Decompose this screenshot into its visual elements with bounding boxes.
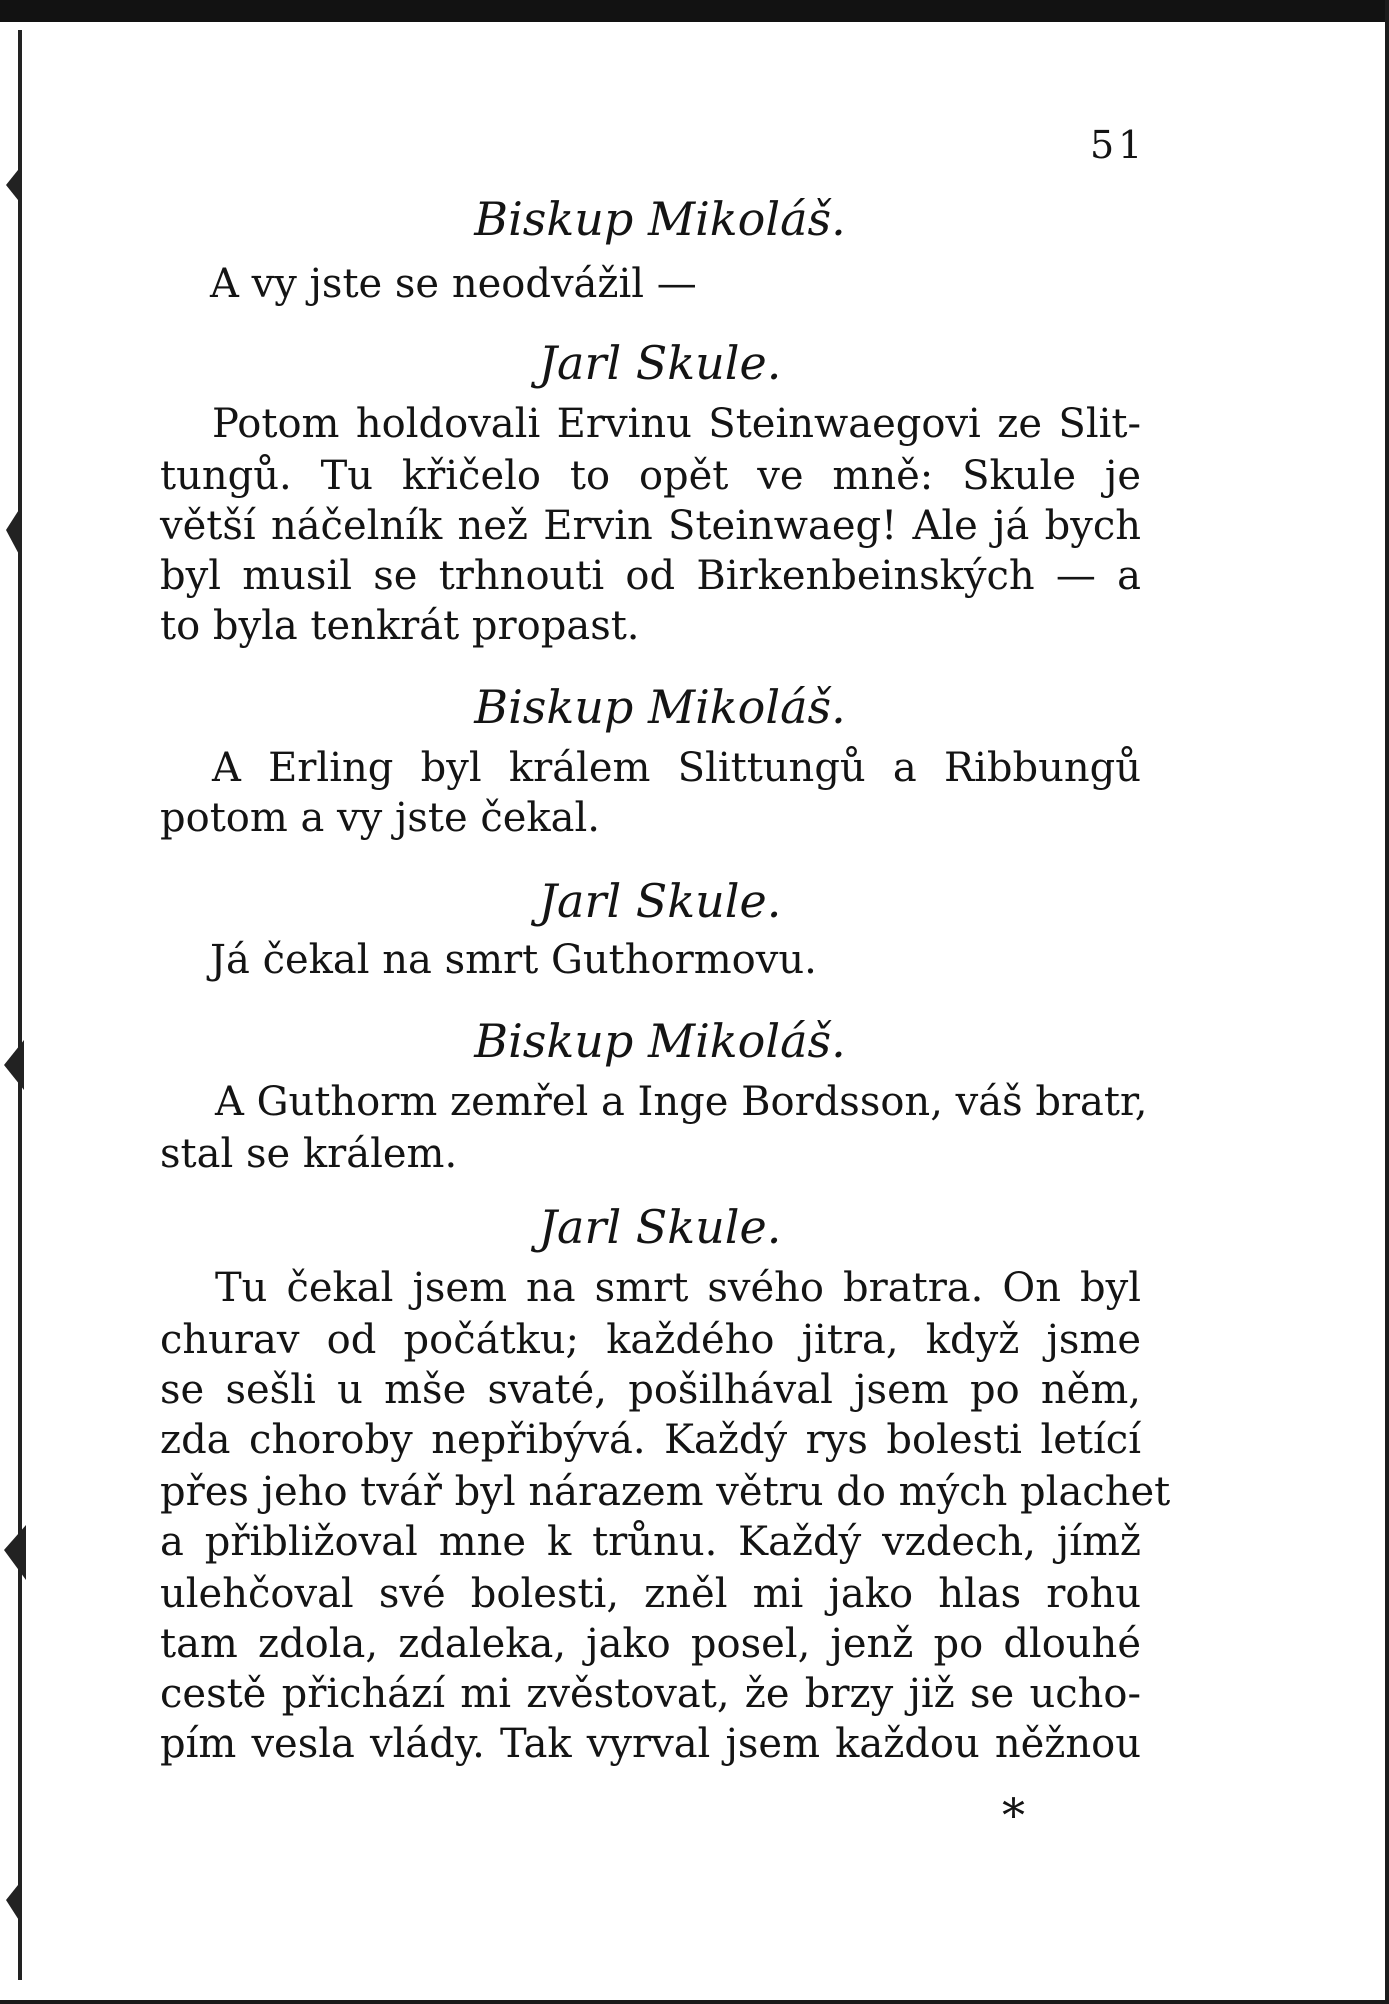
text-line: přes jeho tvář byl nárazem větru do mých plachet [160,1469,1171,1515]
speaker-heading: Biskup Mikoláš. [474,680,846,734]
text-line: A vy jste se neodvážil — [210,261,697,307]
text-line: pím vesla vlády. Tak vyrval jsem každou něžnou [160,1721,1141,1767]
text-line: cestě přichází mi zvěstovat, že brzy již se ucho- [160,1671,1141,1717]
page-number: 51 [1090,123,1147,167]
speaker-heading: Jarl Skule. [538,1200,782,1254]
speaker-heading: Biskup Mikoláš. [474,1014,846,1068]
text-line: churav od počátku; každého jitra, když jsme [160,1317,1141,1363]
speaker-heading: Jarl Skule. [538,874,782,928]
text-line: tungů. Tu křičelo to opět ve mně: Skule je [160,453,1141,499]
text-line: Tu čekal jsem na smrt svého bratra. On byl [215,1265,1141,1311]
scan-bottom-edge [0,2000,1389,2004]
text-line: tam zdola, zdaleka, jako posel, jenž po dlouhé [160,1621,1141,1667]
text-line: Já čekal na smrt Guthormovu. [210,937,817,983]
speaker-heading: Biskup Mikoláš. [474,192,846,246]
text-line: A Guthorm zemřel a Inge Bordsson, váš bratr, [215,1079,1148,1125]
text-line: byl musil se trhnouti od Birkenbeinských — a [160,553,1141,599]
scan-right-edge [1385,0,1389,2004]
binding-edge [0,0,30,2004]
text-line: ulehčoval své bolesti, zněl mi jako hlas rohu [160,1571,1141,1617]
catchword-asterisk: * [1002,1788,1025,1842]
text-line: větší náčelník než Ervin Steinwaeg! Ale já bych [160,503,1141,549]
text-line: se sešli u mše svaté, pošilhával jsem po něm, [160,1367,1141,1413]
text-line: potom a vy jste čekal. [160,795,601,841]
text-line: A Erling byl králem Slittungů a Ribbungů [212,745,1141,791]
text-line: a přibližoval mne k trůnu. Každý vzdech, jímž [160,1519,1141,1565]
speaker-heading: Jarl Skule. [538,336,782,390]
text-line: zda choroby nepřibývá. Každý rys bolesti letící [160,1417,1141,1463]
text-line: to byla tenkrát propast. [160,603,640,649]
scan-top-edge [0,0,1389,22]
text-line: Potom holdovali Ervinu Steinwaegovi ze Slit- [212,401,1141,447]
text-line: stal se králem. [160,1131,458,1177]
